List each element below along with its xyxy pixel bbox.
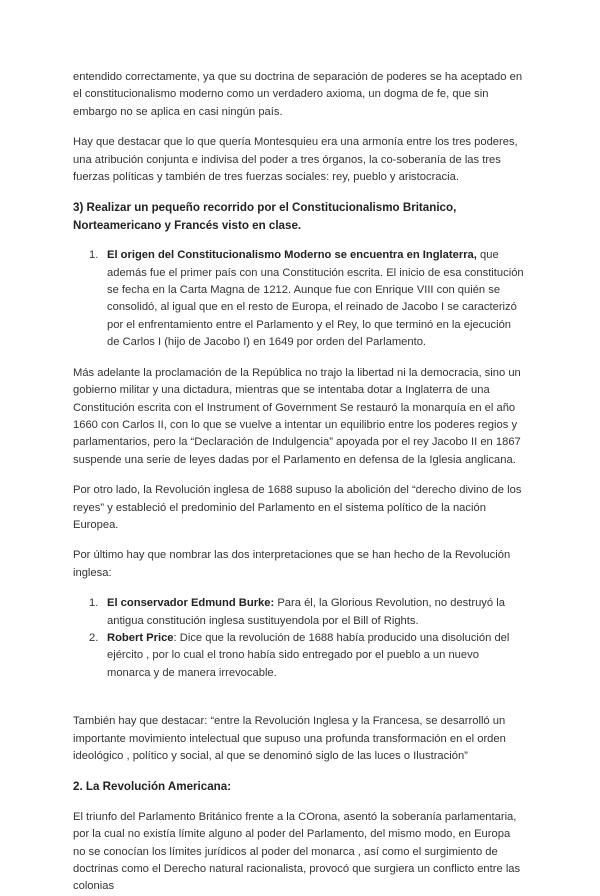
list-item bbox=[73, 247, 525, 351]
paragraph-separation-of-powers: entendido correctamente, ya que su doctrina de separación de poderes se ha aceptado en el constitucionalismo moderno como un verdadero axioma, un dogma de fe, que sin embargo no se aplica en casi ningún país. bbox=[73, 71, 523, 118]
list-item-text: Para él, la Glorious Revolution, no destruyó la antigua constitución inglesa sustituyendola por el Bill of Rights. bbox=[107, 597, 505, 627]
paragraph-revolution-1688: Por otro lado, la Revolución inglesa de 1688 supuso la abolición del “derecho divino de los reyes” y estableció el predominio del Parlamento en el sistema político de la nación Europea. bbox=[73, 484, 522, 531]
heading-american-revolution: 2. La Revolución Americana: bbox=[73, 780, 232, 794]
list-item-text: que además fue el primer país con una Constitución escrita. El inicio de esa constitución se fecha en la Carta Magna de 1212. Aunque fue con Enrique VIII con quién se consolidó, al igual que en el resto de Europa, el reinado de Jacobo I se caracterizó por el enfrentamiento entre el Parlamento y el Rey, lo que terminó en la ejecución de Carlos I (hijo de Jacobo I) en 1649 por orden del Parlamento. bbox=[107, 249, 524, 349]
list-item-bold-lead: Robert Price bbox=[107, 631, 174, 644]
paragraph-parliament-triumph: El triunfo del Parlamento Británico frente a la COrona, asentó la soberanía parlamentaria, por la cual no existía límite alguno al poder del Parlamento, del mismo modo, en Europa no se conocían los límites jurídicos al poder del monarca , así como el surgimiento de doctrinas como el Derecho natural racionalista, provocó que surgiera un conflicto entre las colonias bbox=[73, 810, 521, 893]
document-page bbox=[73, 69, 525, 896]
paragraph-republic: Más adelante la proclamación de la República no trajo la libertad ni la democracia, sino un gobierno militar y una dictadura, mientras que se intentaba dotar a Inglaterra de una Constitución escrita con el Instrument of Government Se restauró la monarquía en el año 1660 con Carlos II, con lo que se vuelve a intentar un equilibrio entre los poderes regios y parlamentarios, pero la “Declaración de Indulgencia” apoyada por el rey Jacobo II en 1867 suspende una serie de leyes dadas por el Parlamento en defensa de la Iglesia anglicana. bbox=[73, 366, 521, 466]
list-number: 1. bbox=[89, 249, 99, 262]
list-number: 2. bbox=[89, 631, 99, 644]
list-item-text: : Dice que la revolución de 1688 había producido una disolución del ejército , por lo cual el trono había sido entregado por el pueblo a un nuevo monarca y de manera irrevocable. bbox=[107, 631, 510, 679]
list-item-bold-lead: El origen del Constitucionalismo Moderno se encuentra en Inglaterra, bbox=[107, 249, 477, 262]
heading-constitutionalism-question: 3) Realizar un pequeño recorrido por el Constitucionalismo Britanico, Norteamericano y Francés visto en clase. bbox=[73, 201, 457, 232]
paragraph-montesquieu: Hay que destacar que lo que quería Montesquieu era una armonía entre los tres poderes, una atribución conjunta e indivisa del poder a tres órganos, la co-soberanía de las tres fuerzas políticas y también de tres fuerzas sociales: rey, pueblo y aristocracia. bbox=[73, 136, 518, 184]
list-interpretations bbox=[73, 595, 525, 682]
paragraph-enlightenment: También hay que destacar: “entre la Revolución Inglesa y la Francesa, se desarrolló un importante movimiento intelectual que supuso una profunda transformación en el orden ideológico , político y social, al que se denominó siglo de las luces o Ilustración” bbox=[73, 715, 506, 762]
list-item-bold-lead: El conservador Edmund Burke: bbox=[107, 597, 275, 610]
list-item bbox=[73, 595, 525, 630]
list-item bbox=[73, 630, 525, 682]
list-origin bbox=[73, 247, 525, 351]
paragraph-interpretations-intro: Por último hay que nombrar las dos interpretaciones que se han hecho de la Revolución inglesa: bbox=[73, 549, 511, 579]
list-number: 1. bbox=[89, 597, 99, 610]
